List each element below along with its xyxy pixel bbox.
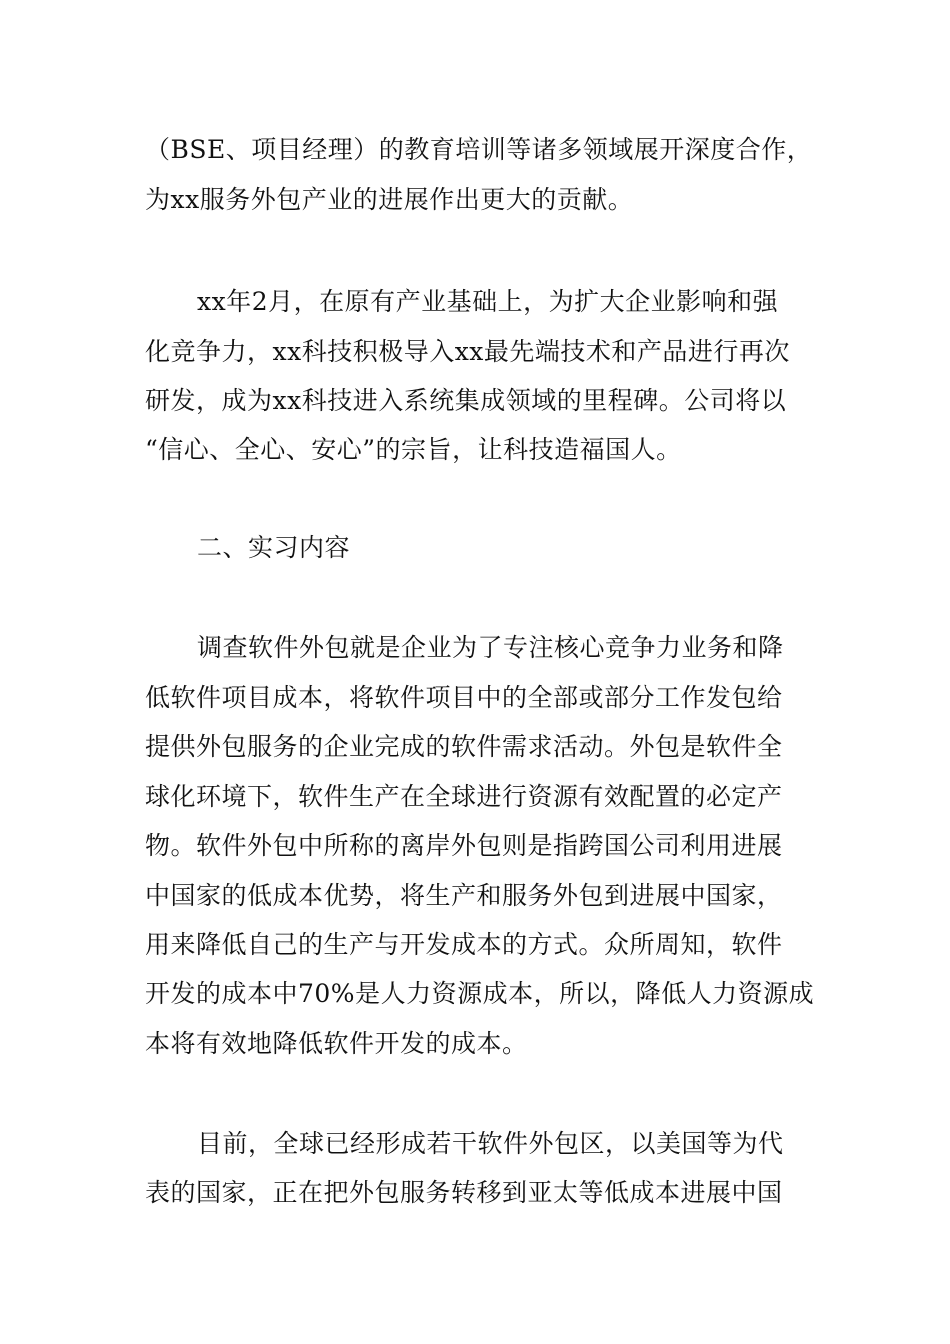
paragraph-4-line-1: 目前，全球已经形成若干软件外包区，以美国等为代 bbox=[197, 1129, 784, 1158]
paragraph-1-line-1: （BSE、项目经理）的教育培训等诸多领域展开深度合作， bbox=[145, 135, 813, 164]
paragraph-3-line-3: 提供外包服务的企业完成的软件需求活动。外包是软件全 bbox=[145, 732, 783, 761]
paragraph-4-line-2: 表的国家，正在把外包服务转移到亚太等低成本进展中国 bbox=[145, 1178, 783, 1207]
paragraph-3-line-1: 调查软件外包就是企业为了专注核心竞争力业务和降 bbox=[197, 633, 784, 662]
section-heading: 二、实习内容 bbox=[197, 533, 351, 562]
paragraph-3-line-4: 球化环境下，软件生产在全球进行资源有效配置的必定产 bbox=[145, 782, 783, 811]
paragraph-3-line-5: 物。软件外包中所称的离岸外包则是指跨国公司利用进展 bbox=[145, 831, 783, 860]
paragraph-3-line-6: 中国家的低成本优势，将生产和服务外包到进展中国家， bbox=[145, 881, 783, 910]
paragraph-2-line-1: xx年2月，在原有产业基础上，为扩大企业影响和强 bbox=[197, 287, 779, 316]
paragraph-2-line-2: 化竞争力，xx科技积极导入xx最先端技术和产品进行再次 bbox=[145, 337, 790, 366]
paragraph-2-line-4: “信心、全心、安心”的宗旨，让科技造福国人。 bbox=[145, 435, 682, 464]
paragraph-3-line-2: 低软件项目成本，将软件项目中的全部或部分工作发包给 bbox=[145, 683, 783, 712]
paragraph-3-line-9: 本将有效地降低软件开发的成本。 bbox=[145, 1029, 528, 1058]
paragraph-3-line-7: 用来降低自己的生产与开发成本的方式。众所周知，软件 bbox=[145, 930, 783, 959]
paragraph-1-line-2: 为xx服务外包产业的进展作出更大的贡献。 bbox=[145, 185, 634, 214]
paragraph-2-line-3: 研发，成为xx科技进入系统集成领域的里程碑。公司将以 bbox=[145, 386, 787, 415]
paragraph-3-line-8: 开发的成本中70%是人力资源成本，所以，降低人力资源成 bbox=[145, 979, 815, 1008]
